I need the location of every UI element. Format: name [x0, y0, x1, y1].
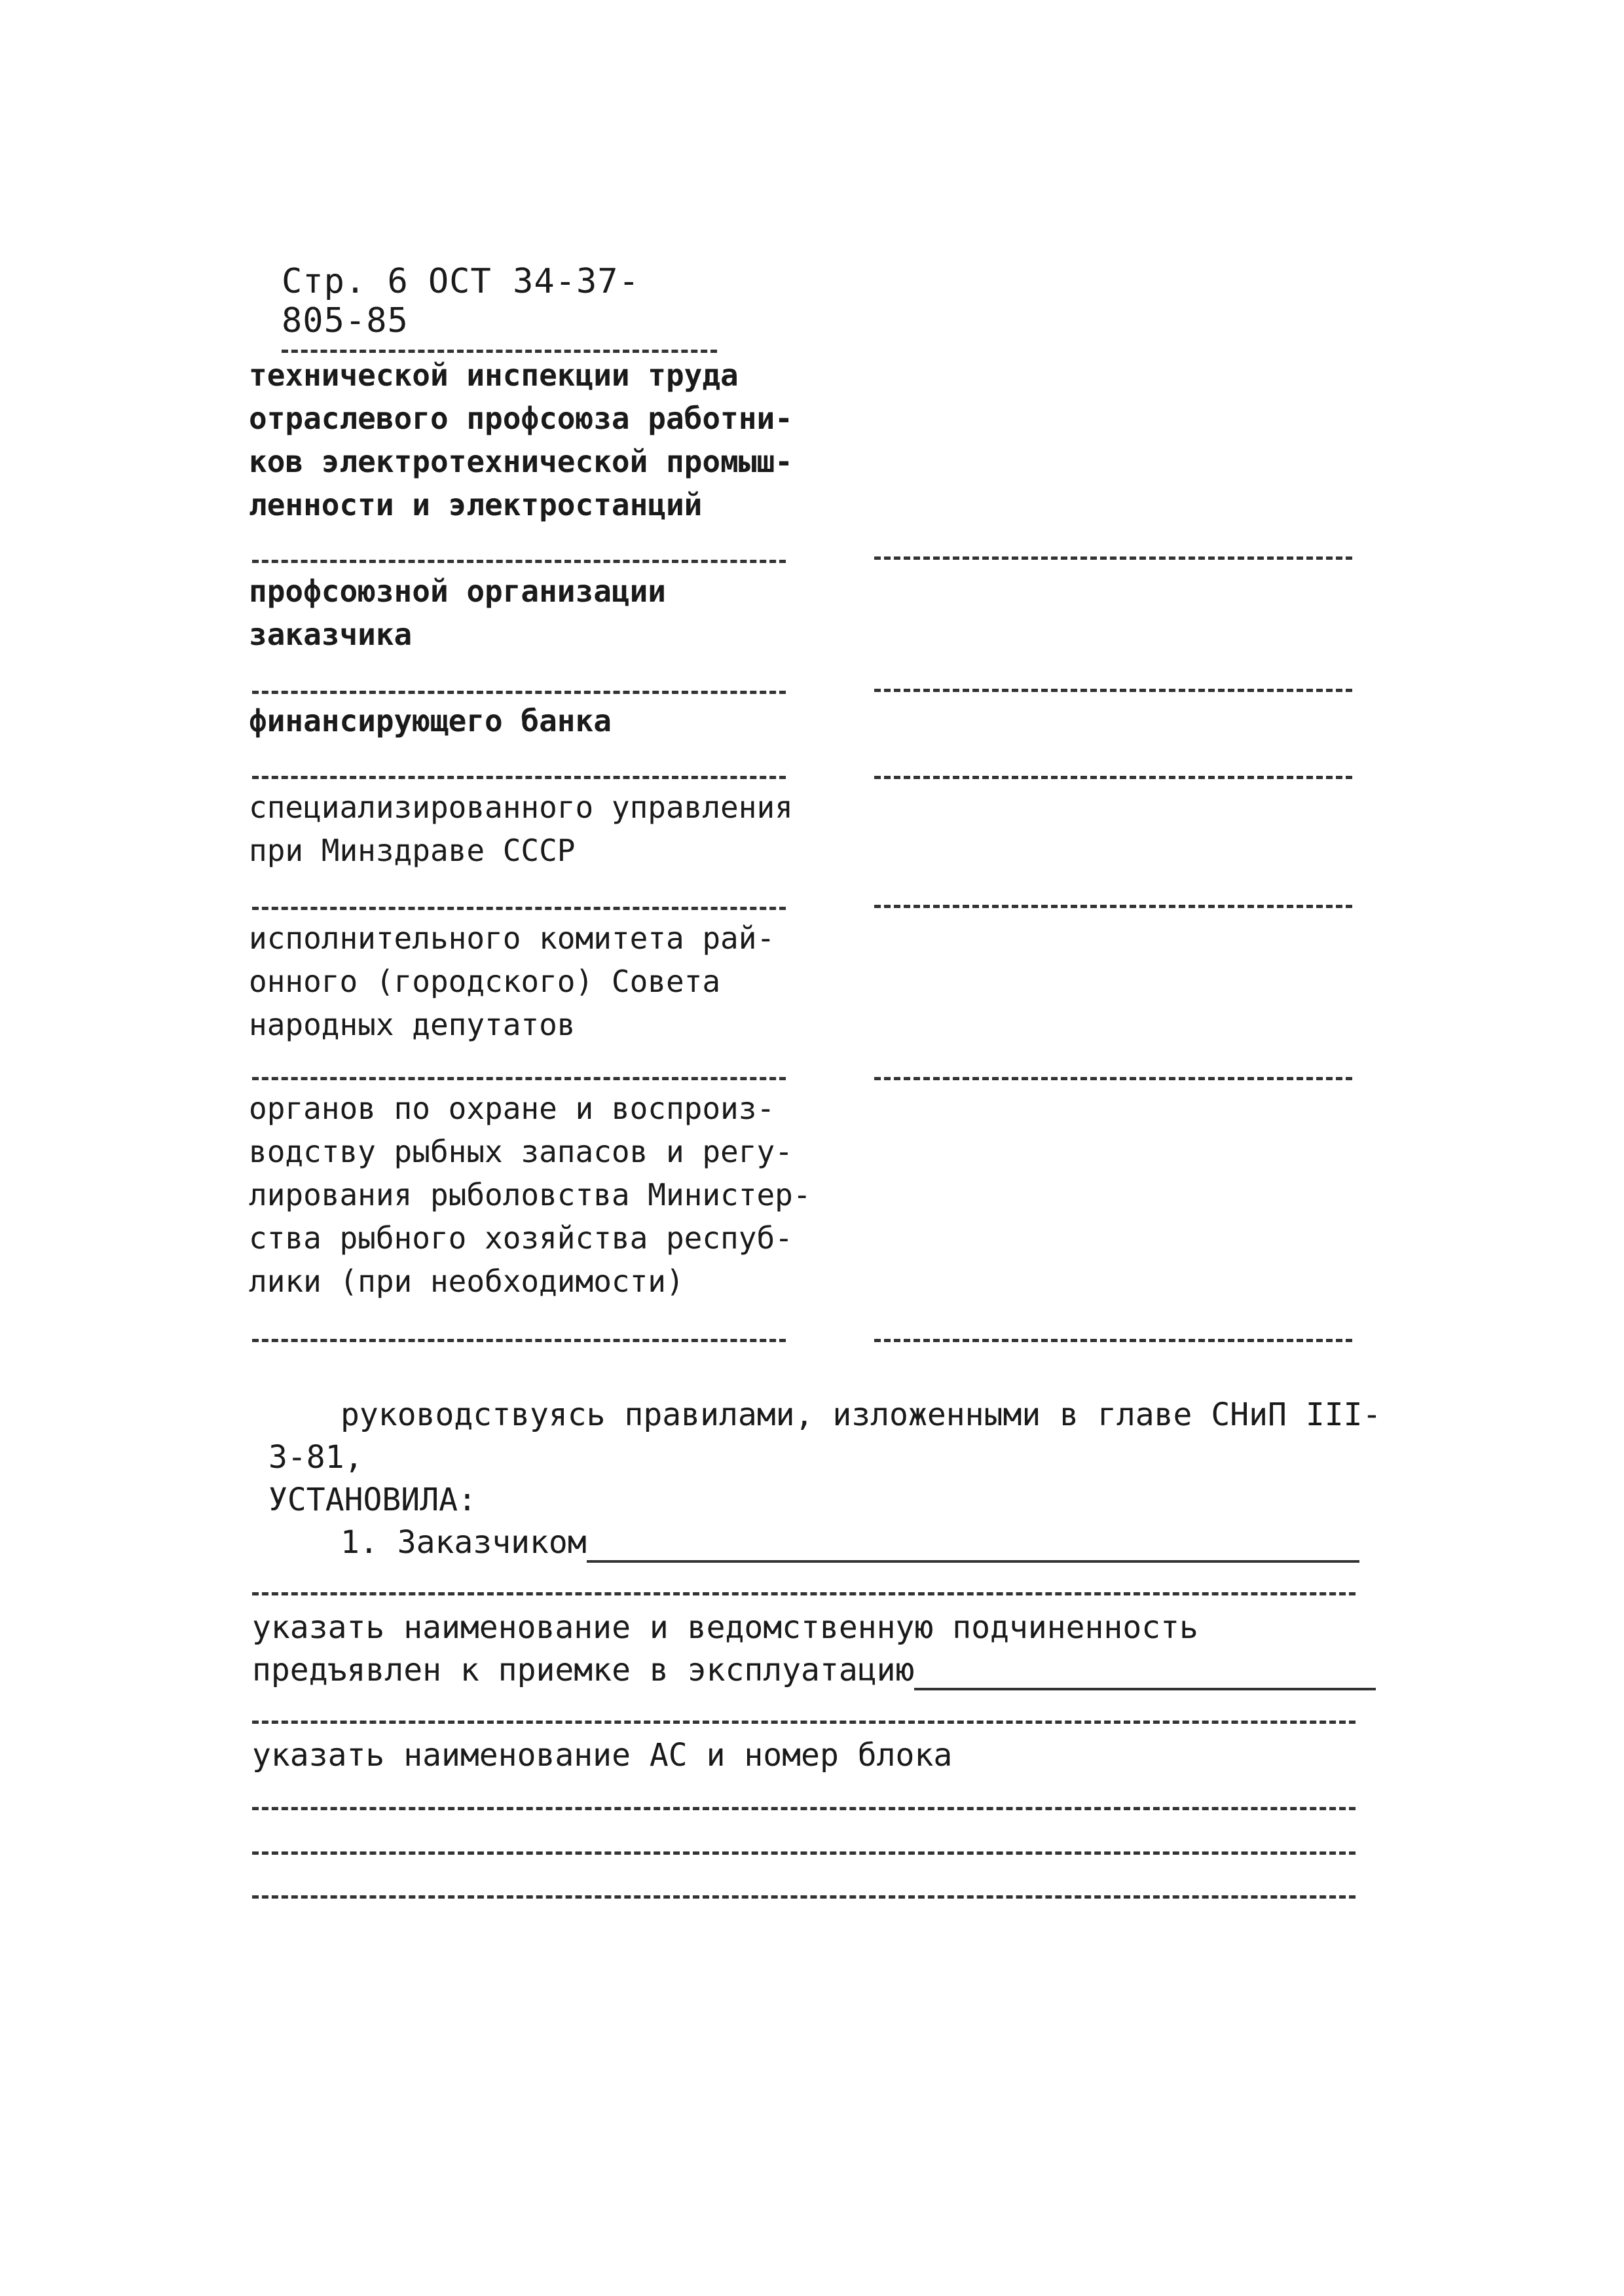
entry-health-administration: специализированного управления при Минздраве СССР [249, 790, 793, 868]
fill-line [252, 1895, 1356, 1899]
hint-customer: указать наименование и ведомственную подчиненность [252, 1609, 1198, 1646]
page-number: Стр. 6 [282, 262, 409, 301]
presented-line [252, 1650, 1376, 1690]
item-customer-label: 1. Заказчиком [341, 1524, 587, 1561]
entry-union-organization: профсоюзной организации заказчика [249, 574, 666, 652]
signature-line-left [252, 560, 786, 563]
presented-fill-line [914, 1655, 1376, 1690]
signature-line-left [252, 907, 786, 910]
signature-line-left [252, 776, 786, 779]
hint-plant: указать наименование АС и номер блока [252, 1737, 953, 1774]
fill-line [252, 1721, 1356, 1724]
signature-line-right [874, 556, 1352, 560]
signature-line-right [874, 1077, 1352, 1080]
standard-code: ОСТ 34-37-805-85 [282, 262, 640, 340]
signature-line-right [874, 905, 1352, 908]
signature-line-right [874, 1339, 1352, 1342]
fill-line [252, 1807, 1356, 1810]
page-header [282, 262, 717, 353]
signature-line-right [874, 776, 1352, 779]
entry-executive-committee: исполнительного комитета рай- онного (городского) Совета народных депутатов [249, 920, 775, 1042]
signature-line-left [252, 1077, 786, 1080]
customer-fill-line [587, 1527, 1359, 1563]
fill-line [252, 1851, 1356, 1855]
signature-line-right [874, 689, 1352, 692]
signature-line-left [252, 691, 786, 694]
item-customer-line [341, 1522, 1359, 1563]
presented-label: предъявлен к приемке в эксплуатацию [252, 1652, 915, 1688]
established-heading: УСТАНОВИЛА: [268, 1482, 477, 1518]
entry-fish-protection: органов по охране и воспроиз- водству рыбных запасов и регу- лирования рыболовства Министер- ства рыбного хозяйства респуб- лики (при необходимости) [249, 1091, 811, 1299]
signature-line-left [252, 1339, 786, 1342]
paragraph-line-2: 3-81, [268, 1439, 363, 1476]
entry-labor-inspection: технической инспекции труда отраслевого профсоюза работни- ков электротехнической промыш- ленности и электростанций [249, 357, 793, 522]
fill-line [252, 1592, 1356, 1595]
entry-bank: финансирующего банка [249, 703, 612, 738]
paragraph-line-1: руководствуясь правилами, изложенными в главе СНиП III- [341, 1396, 1382, 1433]
